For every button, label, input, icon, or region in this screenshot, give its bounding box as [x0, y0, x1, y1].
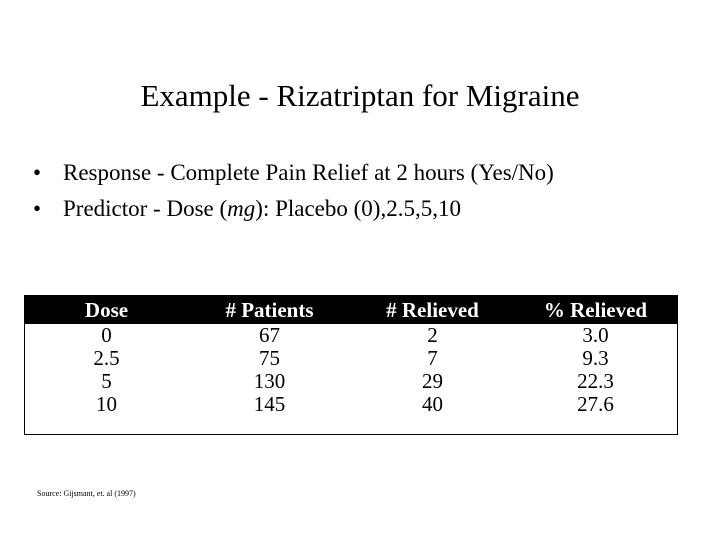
table-cell: 22.3	[577, 369, 614, 393]
table-header-row	[25, 296, 677, 324]
column-header-patients: # Patients	[188, 296, 351, 324]
table-cell: 67	[259, 323, 280, 347]
table-row	[25, 324, 677, 347]
bullet-text-part: ): Placebo (0),2.5,5,10	[255, 196, 461, 221]
table-row	[25, 393, 677, 416]
table-cell: 40	[422, 392, 443, 416]
column-header-percent-relieved: % Relieved	[514, 296, 677, 324]
table-cell: 145	[253, 392, 286, 416]
column-header-relieved: # Relieved	[351, 296, 514, 324]
bullet-item-predictor	[33, 191, 554, 227]
bullet-text-part: Response - Complete Pain Relief at 2 hours (Yes/No)	[63, 160, 554, 185]
table-cell: 130	[253, 369, 286, 393]
table-cell: 5	[101, 369, 112, 393]
bullet-text-predictor	[63, 196, 461, 221]
data-table-container	[24, 295, 678, 435]
table-row	[25, 370, 677, 393]
table-cell: 27.6	[577, 392, 614, 416]
bullet-list	[33, 155, 554, 227]
table-cell: 9.3	[582, 346, 609, 370]
table-cell: 75	[259, 346, 280, 370]
column-header-dose: Dose	[25, 296, 188, 324]
table-cell: 2.5	[93, 346, 120, 370]
bullet-text-response	[63, 160, 554, 185]
table-cell: 29	[422, 369, 443, 393]
slide-title: Example - Rizatriptan for Migraine	[140, 78, 580, 113]
bullet-marker: •	[33, 196, 42, 221]
table-cell: 0	[101, 323, 112, 347]
table-cell: 3.0	[582, 323, 609, 347]
table-cell: 7	[427, 346, 438, 370]
data-table	[25, 296, 677, 416]
table-cell: 10	[96, 392, 117, 416]
source-citation: Source: Gijsmant, et. al (1997)	[37, 489, 136, 498]
table-cell: 2	[427, 323, 438, 347]
table-row	[25, 347, 677, 370]
bullet-text-emphasis: mg	[227, 196, 256, 221]
bullet-marker: •	[33, 160, 42, 185]
bullet-text-part: Predictor - Dose (	[63, 196, 228, 221]
bullet-item-response	[33, 155, 554, 191]
